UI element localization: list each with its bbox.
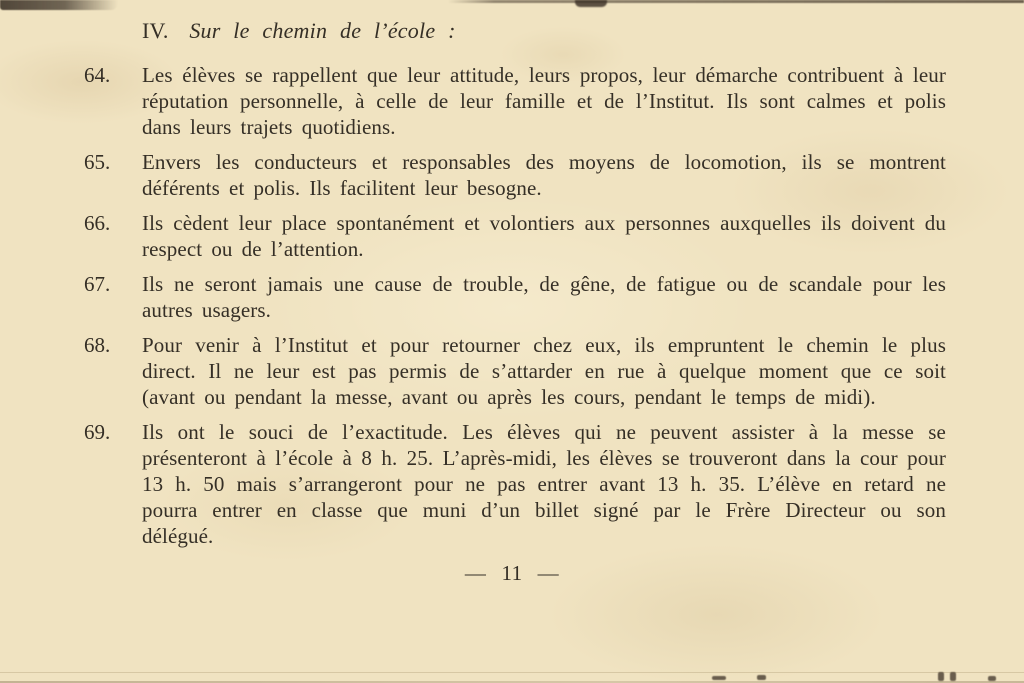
rule-number: 69. — [84, 420, 111, 444]
rule-item — [84, 419, 946, 549]
section-title: Sur le chemin de l’école : — [189, 18, 456, 43]
page-number: — 11 — — [464, 561, 560, 585]
rule-text: Ils cèdent leur place spontanément et volontiers aux personnes auxquelles ils doivent du respect ou de l’attention. — [142, 211, 946, 261]
scan-artifact-text-fragment — [988, 676, 996, 681]
rule-number: 67. — [84, 272, 111, 296]
rule-number: 68. — [84, 333, 111, 357]
rule-item — [84, 62, 946, 140]
scan-artifact-text-fragment — [712, 676, 726, 680]
rule-item — [84, 271, 946, 323]
scan-artifact-text-fragment — [950, 672, 956, 681]
rule-item — [84, 332, 946, 410]
section-numeral: IV. — [142, 18, 169, 43]
scan-artifact-text-fragment — [938, 672, 944, 681]
rule-text: Pour venir à l’Institut et pour retourner chez eux, ils empruntent le chemin le plus direct. Il ne leur est pas permis de s’attarder en rue à quelque moment que ce soit (avant ou pendant la messe, avant ou après les cours, pendant le temps de midi). — [142, 333, 946, 409]
rule-item — [84, 210, 946, 262]
section-heading — [142, 17, 1024, 45]
scan-artifact-text-fragment — [757, 675, 766, 680]
rule-text: Ils ne seront jamais une cause de trouble, de gêne, de fatigue ou de scandale pour les autres usagers. — [142, 272, 946, 322]
rule-text: Les élèves se rappellent que leur attitude, leurs propos, leur démarche contribuent à leur réputation personnelle, à celle de leur famille et de l’Institut. Ils sont calmes et polis dans leurs trajets quotidiens. — [142, 63, 946, 139]
rule-text: Ils ont le souci de l’exactitude. Les élèves qui ne peuvent assister à la messe se présenteront à l’école à 8 h. 25. L’après-midi, les élèves se trouveront dans la cour pour 13 h. 50 mais s’arrangeront pour ne pas entrer avant 13 h. 35. L’élève en retard ne pourra entrer en classe que muni d’un billet signé par le Frère Directeur ou son délégué. — [142, 420, 946, 548]
rule-number: 65. — [84, 150, 111, 174]
rule-item — [84, 149, 946, 201]
rule-number: 64. — [84, 63, 111, 87]
rule-text: Envers les conducteurs et responsables des moyens de locomotion, ils se montrent déférents et polis. Ils facilitent leur besogne. — [142, 150, 946, 200]
rules-list — [0, 62, 1024, 549]
rule-number: 66. — [84, 211, 111, 235]
scan-artifact-bottom-fold-line — [0, 672, 1024, 673]
